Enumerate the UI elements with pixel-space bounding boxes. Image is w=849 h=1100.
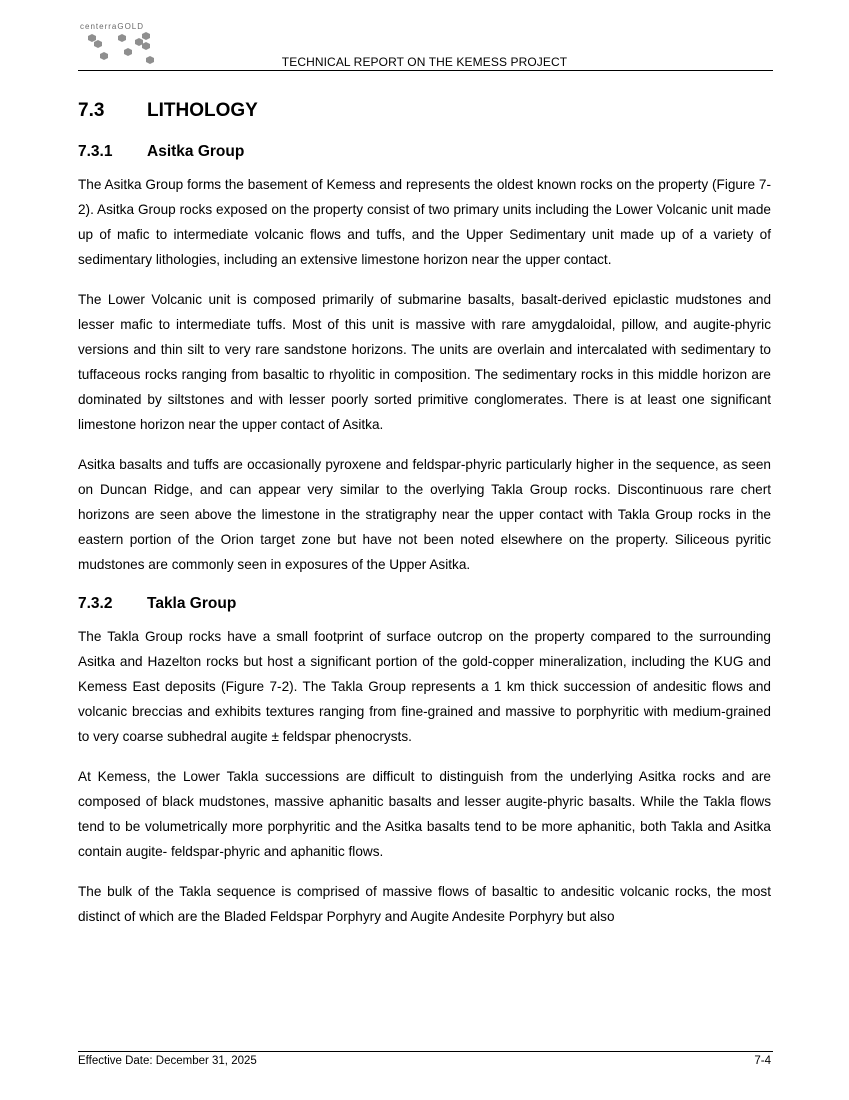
section-title: LITHOLOGY xyxy=(147,100,258,121)
report-header-title: TECHNICAL REPORT ON THE KEMESS PROJECT xyxy=(281,55,568,69)
page-body xyxy=(78,96,771,944)
subsection-title: Takla Group xyxy=(147,595,237,612)
paragraph: At Kemess, the Lower Takla successions are difficult to distinguish from the underlying Asitka rocks and are composed of black mudstones, massive aphanitic basalts and lesser augite-phyric basalts. While the Takla flows tend to be volumetrically more porphyritic and the Asitka basalts tend to be more aphanitic, both Takla and Asitka contain augite- feldspar-phyric and aphanitic flows. xyxy=(78,769,771,859)
paragraph: The Asitka Group forms the basement of Kemess and represents the oldest known rocks on the property (Figure 7-2). Asitka Group rocks exposed on the property consist of two primary units including the Lower Volcanic unit made up of mafic to intermediate volcanic flows and tuffs, and the Upper Sedimentary unit made up of a variety of sedimentary lithologies, including an extensive limestone horizon near the upper contact. xyxy=(78,177,771,267)
subsection-number: 7.3.1 xyxy=(78,143,113,160)
paragraph: Asitka basalts and tuffs are occasionally pyroxene and feldspar-phyric particularly higher in the sequence, as seen on Duncan Ridge, and can appear very similar to the overlying Takla Group rocks. Discontinuous rare chert horizons are seen above the limestone in the stratigraphy near the upper contact with Takla Group rocks in the eastern portion of the Orion target zone but have not been noted elsewhere on the property. Siliceous pyritic mudstones are commonly seen in exposures of the Upper Asitka. xyxy=(78,457,771,572)
footer-divider xyxy=(78,1051,773,1052)
paragraph: The bulk of the Takla sequence is comprised of massive flows of basaltic to andesitic volcanic rocks, the most distinct of which are the Bladed Feldspar Porphyry and Augite Andesite Porphyry but also xyxy=(78,884,771,924)
subsection-heading-takla xyxy=(78,592,771,616)
footer-effective-date: Effective Date: December 31, 2025 xyxy=(78,1055,257,1067)
subsection-heading-asitka xyxy=(78,140,771,164)
section-heading xyxy=(78,96,771,126)
subsection-number: 7.3.2 xyxy=(78,595,113,612)
logo-wordmark: centerraGOLD xyxy=(80,22,145,31)
header-divider xyxy=(78,70,773,71)
paragraph: The Lower Volcanic unit is composed primarily of submarine basalts, basalt-derived epiclastic mudstones and lesser mafic to intermediate tuffs. Most of this unit is massive with rare amygdaloidal, pillow, and augite-phyric versions and thin silt to very rare sandstone horizons. The units are overlain and intercalated with sedimentary to tuffaceous rocks ranging from basaltic to rhyolitic in composition. The sedimentary rocks in this middle horizon are dominated by siltstones and with lesser poorly sorted primitive conglomerates. There is at least one significant limestone horizon near the upper contact of Asitka. xyxy=(78,292,771,432)
footer-page-number: 7-4 xyxy=(754,1055,771,1067)
section-number: 7.3 xyxy=(78,100,105,121)
subsection-title: Asitka Group xyxy=(147,143,245,160)
paragraph: The Takla Group rocks have a small footprint of surface outcrop on the property compared to the surrounding Asitka and Hazelton rocks but host a significant portion of the gold-copper mineralization, including the KUG and Kemess East deposits (Figure 7-2). The Takla Group represents a 1 km thick succession of andesitic flows and volcanic breccias and exhibits textures ranging from fine-grained and massive to porphyritic with medium-grained to very coarse subhedral augite ± feldspar phenocrysts. xyxy=(78,629,771,744)
